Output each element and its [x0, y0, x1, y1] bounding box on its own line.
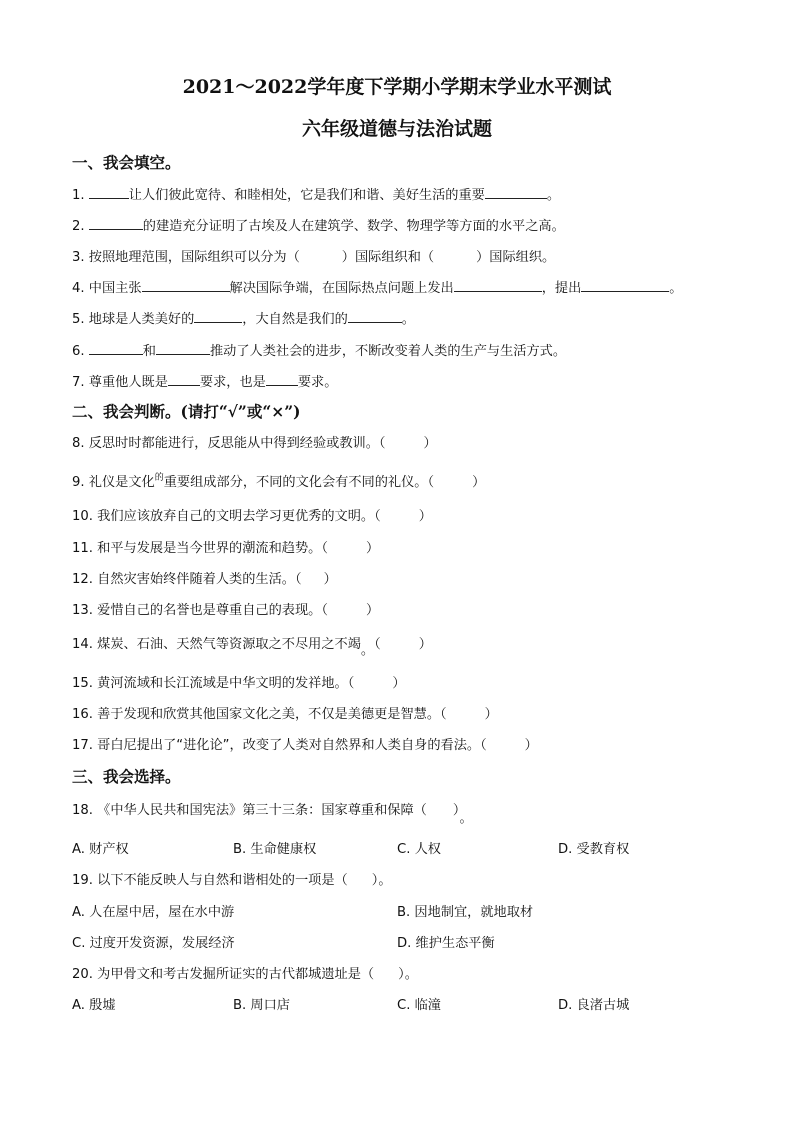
- answer-blank[interactable]: [156, 342, 210, 355]
- question-10: [72, 505, 432, 524]
- question-8: [72, 432, 437, 451]
- question-text: 让人们彼此宽待、和睦相处，它是我们和谐、美好生活的重要: [128, 188, 485, 203]
- exam-subtitle: 六年级道德与法治试题: [301, 118, 492, 140]
- question-text: 19. 以下不能反映人与自然和谐相处的一项是（: [72, 873, 348, 888]
- answer-blank[interactable]: [581, 279, 669, 292]
- bracket-close: ）: [423, 436, 437, 451]
- question-number: 2.: [72, 219, 85, 234]
- question-text: 中国主张: [88, 281, 142, 296]
- question-text: 和: [142, 344, 156, 359]
- option-d[interactable]: D. 受教育权: [558, 842, 630, 857]
- question-7: [72, 371, 337, 390]
- answer-blank[interactable]: [89, 217, 143, 230]
- question-text: 18. 《中华人民共和国宪法》第三十三条：国家尊重和保障（: [72, 803, 427, 818]
- bracket-close: ）: [452, 803, 460, 818]
- answer-blank[interactable]: [168, 373, 200, 386]
- question-11: [72, 537, 379, 556]
- question-number: 1.: [72, 188, 85, 203]
- question-4: [72, 277, 682, 296]
- question-number: 6.: [72, 344, 85, 359]
- question-text: ）国际组织。: [476, 250, 556, 265]
- section-heading-judge: 二、我会判断。(请打“√”或“×”): [72, 402, 301, 421]
- question-5: [72, 308, 415, 327]
- section-heading-fill: 一、我会填空。: [72, 153, 181, 172]
- option-d[interactable]: D. 维护生态平衡: [397, 936, 495, 951]
- period-mark: 。: [459, 811, 473, 826]
- bracket-close: ）: [484, 707, 498, 722]
- question-text: 的建造充分证明了古埃及人在建筑学、数学、物理学等方面的水平之高。: [142, 219, 565, 234]
- question-1: [72, 184, 560, 203]
- question-text: 17. 哥白尼提出了“进化论”，改变了人类对自然界和人类自身的看法。（: [72, 738, 487, 753]
- section-heading-choice: 三、我会选择。: [72, 767, 181, 786]
- bracket-close: ）: [323, 572, 337, 587]
- bracket-close: ）: [392, 676, 406, 691]
- question-text: 要求。: [297, 375, 338, 390]
- question-text: ，大自然是我们的: [242, 312, 348, 327]
- option-b[interactable]: B. 生命健康权: [233, 842, 317, 857]
- question-text: 地球是人类美好的: [88, 312, 195, 327]
- question-15: [72, 672, 406, 691]
- question-6: [72, 340, 566, 359]
- option-b[interactable]: B. 周口店: [233, 998, 290, 1013]
- option-c[interactable]: C. 过度开发资源，发展经济: [72, 936, 235, 951]
- bracket-close: ）: [418, 509, 432, 524]
- question-text: 尊重他人既是: [88, 375, 168, 390]
- question-text: 8. 反思时时都能进行，反思能从中得到经验或教训。（: [72, 436, 386, 451]
- question-number: 3.: [72, 250, 85, 265]
- question-19: [72, 869, 392, 888]
- question-text: 15. 黄河流域和长江流域是中华文明的发祥地。（: [72, 676, 355, 691]
- question-text: 10. 我们应该放弃自己的文明去学习更优秀的文明。（: [72, 509, 381, 524]
- question-text: 11. 和平与发展是当今世界的潮流和趋势。（: [72, 541, 328, 556]
- question-text: 。: [669, 281, 683, 296]
- question-text: 推动了人类社会的进步，不断改变着人类的生产与生活方式。: [209, 344, 567, 359]
- answer-blank[interactable]: [485, 186, 547, 199]
- option-a[interactable]: A. 财产权: [72, 842, 129, 857]
- question-number: 7.: [72, 375, 85, 390]
- answer-blank[interactable]: [454, 279, 542, 292]
- question-13: [72, 599, 379, 618]
- exam-title: 2021～2022学年度下学期小学期末学业水平测试: [182, 76, 612, 98]
- question-16: [72, 703, 498, 722]
- question-20: [72, 963, 418, 982]
- question-text: 20. 为甲骨文和考古发掘所证实的古代都城遗址是（: [72, 967, 375, 982]
- question-12: [72, 568, 337, 587]
- bracket-close: ）: [418, 637, 432, 652]
- question-text: 16. 善于发现和欣赏其他国家文化之美，不仅是美德更是智慧。（: [72, 707, 447, 722]
- bracket-close: ）: [472, 475, 486, 490]
- option-c[interactable]: C. 人权: [397, 842, 441, 857]
- question-text: 解决国际争端，在国际热点问题上发出: [229, 281, 454, 296]
- question-number: 4.: [72, 281, 85, 296]
- answer-blank[interactable]: [194, 310, 242, 323]
- bracket-close: ）: [524, 738, 538, 753]
- bracket-close: ）。: [398, 967, 418, 982]
- option-a[interactable]: A. 人在屋中居，屋在水中游: [72, 905, 235, 920]
- superscript-char: 的: [154, 473, 164, 483]
- question-text: ，提出: [541, 281, 582, 296]
- question-text: 。: [546, 188, 561, 203]
- option-d[interactable]: D. 良渚古城: [558, 998, 630, 1013]
- answer-blank[interactable]: [89, 186, 129, 199]
- answer-blank[interactable]: [89, 342, 143, 355]
- answer-blank[interactable]: [348, 310, 402, 323]
- option-c[interactable]: C. 临潼: [397, 998, 441, 1013]
- answer-blank[interactable]: [266, 373, 298, 386]
- question-18: [72, 799, 473, 826]
- question-17: [72, 734, 538, 753]
- question-2: [72, 215, 565, 234]
- question-14: [72, 633, 432, 658]
- question-number: 5.: [72, 312, 85, 327]
- option-a[interactable]: A. 殷墟: [72, 998, 116, 1013]
- option-b[interactable]: B. 因地制宜，就地取材: [397, 905, 534, 920]
- bracket-open: （: [374, 637, 381, 652]
- bracket-close: ）: [365, 603, 380, 618]
- question-text: 。: [401, 312, 415, 327]
- question-text: 13. 爱惜自己的名誉也是尊重自己的表现。（: [72, 603, 328, 618]
- bracket-close: ）: [365, 541, 380, 556]
- question-text: 要求，也是: [199, 375, 266, 390]
- question-text: 按照地理范围，国际组织可以分为（: [88, 250, 300, 265]
- bracket-close: ）。: [371, 873, 392, 888]
- question-text: 14. 煤炭、石油、天然气等资源取之不尽用之不竭: [72, 637, 361, 652]
- question-text: 重要组成部分，不同的文化会有不同的礼仪。（: [163, 475, 435, 490]
- question-9: [72, 470, 485, 490]
- answer-blank[interactable]: [142, 279, 230, 292]
- period-mark: 。: [360, 643, 375, 658]
- question-text: 9. 礼仪是文化: [72, 475, 155, 490]
- question-3: [72, 246, 555, 265]
- question-text: 12. 自然灾害始终伴随着人类的生活。（: [72, 572, 302, 587]
- question-text: ）国际组织和（: [341, 250, 435, 265]
